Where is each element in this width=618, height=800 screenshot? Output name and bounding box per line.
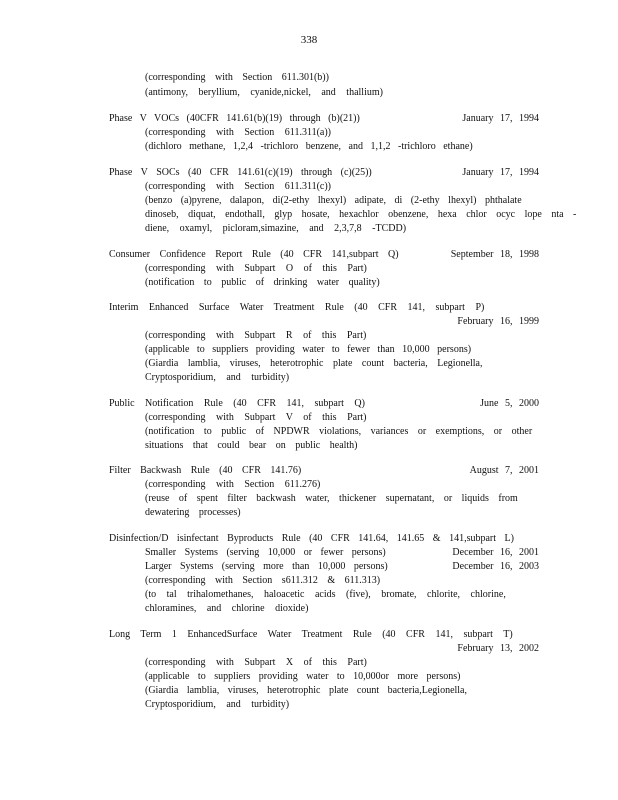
entry-line: (reuse of spent filter backwash water, thickener supernatant, or liquids from [145, 493, 518, 504]
entry-line: (applicable to suppliers providing water to fewer than 10,000 persons) [145, 344, 472, 355]
entry-date: February 16, 1999 [457, 316, 539, 327]
entry-title: Consumer Confidence Report Rule (40 CFR 141,subpart Q) [109, 249, 399, 260]
entry-date: January 17, 1994 [462, 113, 539, 124]
entry-title: Disinfection/D isinfectant Byproducts Rule (40 CFR 141.64, 141.65 & 141,subpart L) [109, 533, 514, 544]
entry-line: (corresponding with Subpart V of this Part) [145, 412, 367, 423]
entry-date: August 7, 2001 [469, 465, 539, 476]
entry-line: Cryptosporidium, and turbidity) [145, 372, 290, 383]
entry-title: Public Notification Rule (40 CFR 141, subpart Q) [109, 398, 365, 409]
entry-line: chloramines, and chlorine dioxide) [145, 603, 309, 614]
entry-line: dewatering processes) [145, 507, 241, 518]
entry-sub-label: Smaller Systems (serving 10,000 or fewer persons) [145, 547, 386, 558]
entry-line: (corresponding with Section 611.311(a)) [145, 127, 331, 138]
entry-title: Phase V SOCs (40 CFR 141.61(c)(19) through (c)(25)) [109, 167, 372, 178]
entry-line: (benzo (a)pyrene, dalapon, di(2-ethy lhexyl) adipate, di (2-ethy lhexyl) phthalate [145, 195, 522, 206]
entry-line: (Giardia lamblia, viruses, heterotrophic plate count bacteria,Legionella, [145, 685, 467, 696]
entry-line: dinoseb, diquat, endothall, glyp hosate, hexachlor obenzene, hexa chlor ocyc lope nta - [145, 209, 577, 220]
entry-line: (corresponding with Section 611.276) [145, 479, 321, 490]
intro-line: (corresponding with Section 611.301(b)) [145, 72, 329, 83]
entry-line: (to tal trihalomethanes, haloacetic acids (five), bromate, chlorite, chlorine, [145, 589, 506, 600]
entry-date: June 5, 2000 [480, 398, 539, 409]
entry-date: September 18, 1998 [450, 249, 539, 260]
entry-title: Phase V VOCs (40CFR 141.61(b)(19) through (b)(21)) [109, 113, 360, 124]
entry-line: (notification to public of drinking water quality) [145, 277, 380, 288]
entry-line: (Giardia lamblia, viruses, heterotrophic plate count bacteria, Legionella, [145, 358, 483, 369]
entry-sub-label: Larger Systems (serving more than 10,000 persons) [145, 561, 388, 572]
entry-date: December 16, 2003 [452, 561, 539, 572]
entry-line: (dichloro methane, 1,2,4 -trichloro benzene, and 1,1,2 -trichloro ethane) [145, 141, 473, 152]
entry-line: diene, oxamyl, picloram,simazine, and 2,3,7,8 -TCDD) [145, 223, 407, 234]
intro-line: (antimony, beryllium, cyanide,nickel, and thallium) [145, 87, 383, 98]
entry-line: (applicable to suppliers providing water to 10,000or more persons) [145, 671, 461, 682]
entry-title: Long Term 1 EnhancedSurface Water Treatment Rule (40 CFR 141, subpart T) [109, 629, 513, 640]
entry-line: (corresponding with Subpart X of this Part) [145, 657, 367, 668]
entry-line: (corresponding with Subpart R of this Part) [145, 330, 367, 341]
entry-date: January 17, 1994 [462, 167, 539, 178]
entry-line: (corresponding with Section 611.311(c)) [145, 181, 331, 192]
entry-title: Filter Backwash Rule (40 CFR 141.76) [109, 465, 302, 476]
entry-date: February 13, 2002 [457, 643, 539, 654]
entry-line: Cryptosporidium, and turbidity) [145, 699, 290, 710]
entry-line: (corresponding with Subpart O of this Part) [145, 263, 367, 274]
entry-line: (notification to public of NPDWR violations, variances or exemptions, or other [145, 426, 533, 437]
entry-date: December 16, 2001 [452, 547, 539, 558]
entry-title: Interim Enhanced Surface Water Treatment Rule (40 CFR 141, subpart P) [109, 302, 485, 313]
page-number: 338 [300, 34, 318, 46]
entry-line: situations that could bear on public health) [145, 440, 358, 451]
entry-line: (corresponding with Section s611.312 & 611.313) [145, 575, 381, 586]
